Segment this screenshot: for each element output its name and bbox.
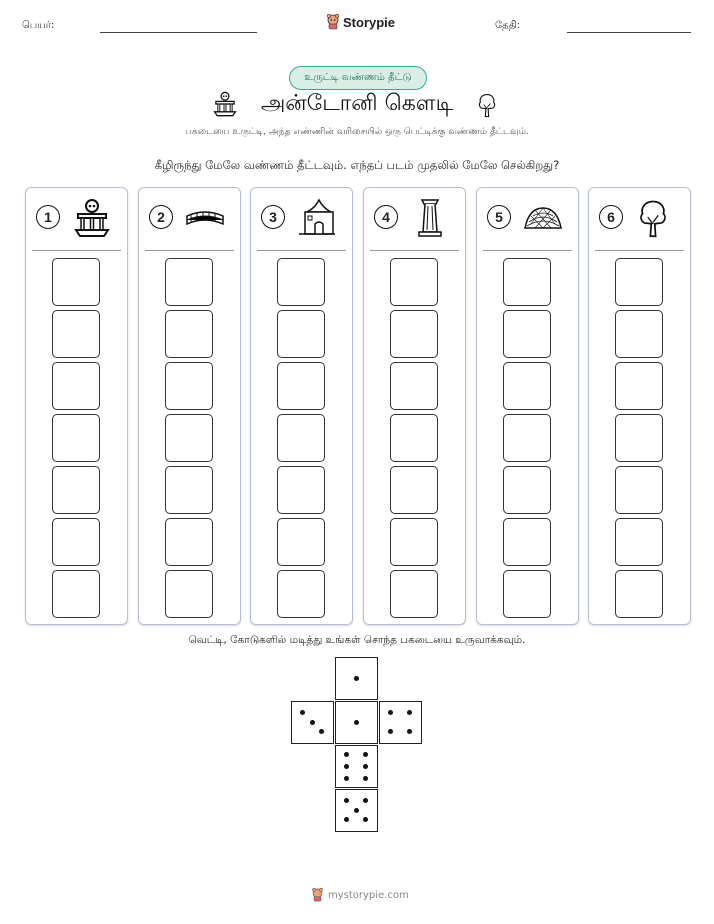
column-1 bbox=[25, 187, 128, 625]
color-box[interactable] bbox=[390, 570, 438, 618]
name-line[interactable] bbox=[100, 32, 257, 33]
color-box[interactable] bbox=[165, 466, 213, 514]
column-divider bbox=[257, 250, 346, 251]
color-box[interactable] bbox=[615, 518, 663, 566]
color-box[interactable] bbox=[52, 518, 100, 566]
color-box[interactable] bbox=[277, 570, 325, 618]
mascot-icon bbox=[326, 14, 340, 30]
pip-dot bbox=[344, 817, 349, 822]
column-number: 3 bbox=[261, 205, 285, 229]
footer bbox=[311, 888, 409, 902]
column-divider bbox=[32, 250, 121, 251]
question-text: கீழிருந்து மேலே வண்ணம் தீட்டவும். எந்தப் படம் முதலில் மேலே செல்கிறது? bbox=[154, 158, 560, 172]
dice-face bbox=[335, 701, 378, 744]
brand-name: Storypie bbox=[343, 14, 396, 30]
color-box[interactable] bbox=[503, 310, 551, 358]
column-2 bbox=[138, 187, 241, 625]
color-box[interactable] bbox=[165, 362, 213, 410]
color-box[interactable] bbox=[165, 310, 213, 358]
date-label: தேதி: bbox=[495, 20, 521, 31]
color-box[interactable] bbox=[503, 414, 551, 462]
column-3 bbox=[250, 187, 353, 625]
pip-dot bbox=[344, 798, 349, 803]
color-box[interactable] bbox=[165, 258, 213, 306]
color-box[interactable] bbox=[52, 310, 100, 358]
color-box[interactable] bbox=[390, 466, 438, 514]
column-6 bbox=[588, 187, 691, 625]
column-divider bbox=[483, 250, 572, 251]
column-number: 4 bbox=[374, 205, 398, 229]
bench-icon bbox=[185, 198, 225, 238]
color-box[interactable] bbox=[165, 518, 213, 566]
cut-instruction: வெட்டி, கோடுகளில் மடித்து உங்கள் சொந்த பகடையை உருவாக்கவும். bbox=[188, 634, 526, 646]
pip-dot bbox=[363, 798, 368, 803]
color-box[interactable] bbox=[52, 258, 100, 306]
color-box[interactable] bbox=[277, 518, 325, 566]
color-box[interactable] bbox=[615, 570, 663, 618]
color-box[interactable] bbox=[615, 362, 663, 410]
pip-dot bbox=[363, 817, 368, 822]
color-box[interactable] bbox=[503, 258, 551, 306]
mascot-icon bbox=[311, 888, 324, 902]
color-box[interactable] bbox=[390, 518, 438, 566]
column-divider bbox=[145, 250, 234, 251]
name-label: பெயர்: bbox=[22, 20, 55, 31]
column-4 bbox=[363, 187, 466, 625]
column-icon bbox=[410, 198, 450, 238]
column-number: 1 bbox=[36, 205, 60, 229]
pip-dot bbox=[344, 764, 349, 769]
column-number: 2 bbox=[149, 205, 173, 229]
color-box[interactable] bbox=[165, 570, 213, 618]
column-number: 6 bbox=[599, 205, 623, 229]
pip-dot bbox=[388, 729, 393, 734]
color-box[interactable] bbox=[277, 258, 325, 306]
color-box[interactable] bbox=[615, 466, 663, 514]
pip-dot bbox=[407, 710, 412, 715]
pip-dot bbox=[354, 808, 359, 813]
page-subtitle: பகடையை உருட்டி, அந்த எண்ணின் வரிசையில் ஒரு பெட்டிக்கு வண்ணம் தீட்டவும். bbox=[185, 127, 529, 137]
color-box[interactable] bbox=[277, 310, 325, 358]
pip-dot bbox=[363, 752, 368, 757]
brand-logo bbox=[326, 14, 395, 30]
color-box[interactable] bbox=[615, 258, 663, 306]
skull-balcony-icon bbox=[212, 91, 238, 117]
pip-dot bbox=[407, 729, 412, 734]
dice-face bbox=[379, 701, 422, 744]
color-box[interactable] bbox=[52, 414, 100, 462]
column-divider bbox=[370, 250, 459, 251]
date-line[interactable] bbox=[567, 32, 691, 33]
pip-dot bbox=[363, 776, 368, 781]
color-box[interactable] bbox=[277, 362, 325, 410]
color-box[interactable] bbox=[277, 466, 325, 514]
color-box[interactable] bbox=[615, 414, 663, 462]
color-box[interactable] bbox=[503, 466, 551, 514]
color-box[interactable] bbox=[503, 362, 551, 410]
color-box[interactable] bbox=[52, 466, 100, 514]
activity-tag: உருட்டி வண்ணம் தீட்டு bbox=[289, 66, 427, 90]
color-box[interactable] bbox=[390, 414, 438, 462]
footer-website: mystorypie.com bbox=[328, 889, 409, 901]
column-5 bbox=[476, 187, 579, 625]
pip-dot bbox=[344, 752, 349, 757]
color-box[interactable] bbox=[615, 310, 663, 358]
pip-dot bbox=[363, 764, 368, 769]
pip-dot bbox=[319, 729, 324, 734]
tree-icon bbox=[635, 198, 675, 238]
color-box[interactable] bbox=[390, 362, 438, 410]
page-title: அன்டோனி கௌடி bbox=[260, 91, 454, 116]
color-box[interactable] bbox=[165, 414, 213, 462]
skull-balcony-icon bbox=[72, 198, 112, 238]
pip-dot bbox=[310, 720, 315, 725]
pip-dot bbox=[300, 710, 305, 715]
color-box[interactable] bbox=[390, 310, 438, 358]
pip-dot bbox=[388, 710, 393, 715]
dice-face bbox=[335, 745, 378, 788]
dice-face bbox=[291, 701, 334, 744]
tree-icon bbox=[476, 92, 498, 118]
color-box[interactable] bbox=[52, 362, 100, 410]
color-box[interactable] bbox=[503, 570, 551, 618]
pip-dot bbox=[344, 776, 349, 781]
color-box[interactable] bbox=[277, 414, 325, 462]
dice-face bbox=[335, 789, 378, 832]
color-box[interactable] bbox=[503, 518, 551, 566]
scaled-roof-icon bbox=[523, 198, 563, 238]
column-divider bbox=[595, 250, 684, 251]
dice-face bbox=[335, 657, 378, 700]
pip-dot bbox=[354, 720, 359, 725]
pip-dot bbox=[354, 676, 359, 681]
color-box[interactable] bbox=[390, 258, 438, 306]
color-box[interactable] bbox=[52, 570, 100, 618]
column-number: 5 bbox=[487, 205, 511, 229]
gingerbread-house-icon bbox=[297, 198, 337, 238]
